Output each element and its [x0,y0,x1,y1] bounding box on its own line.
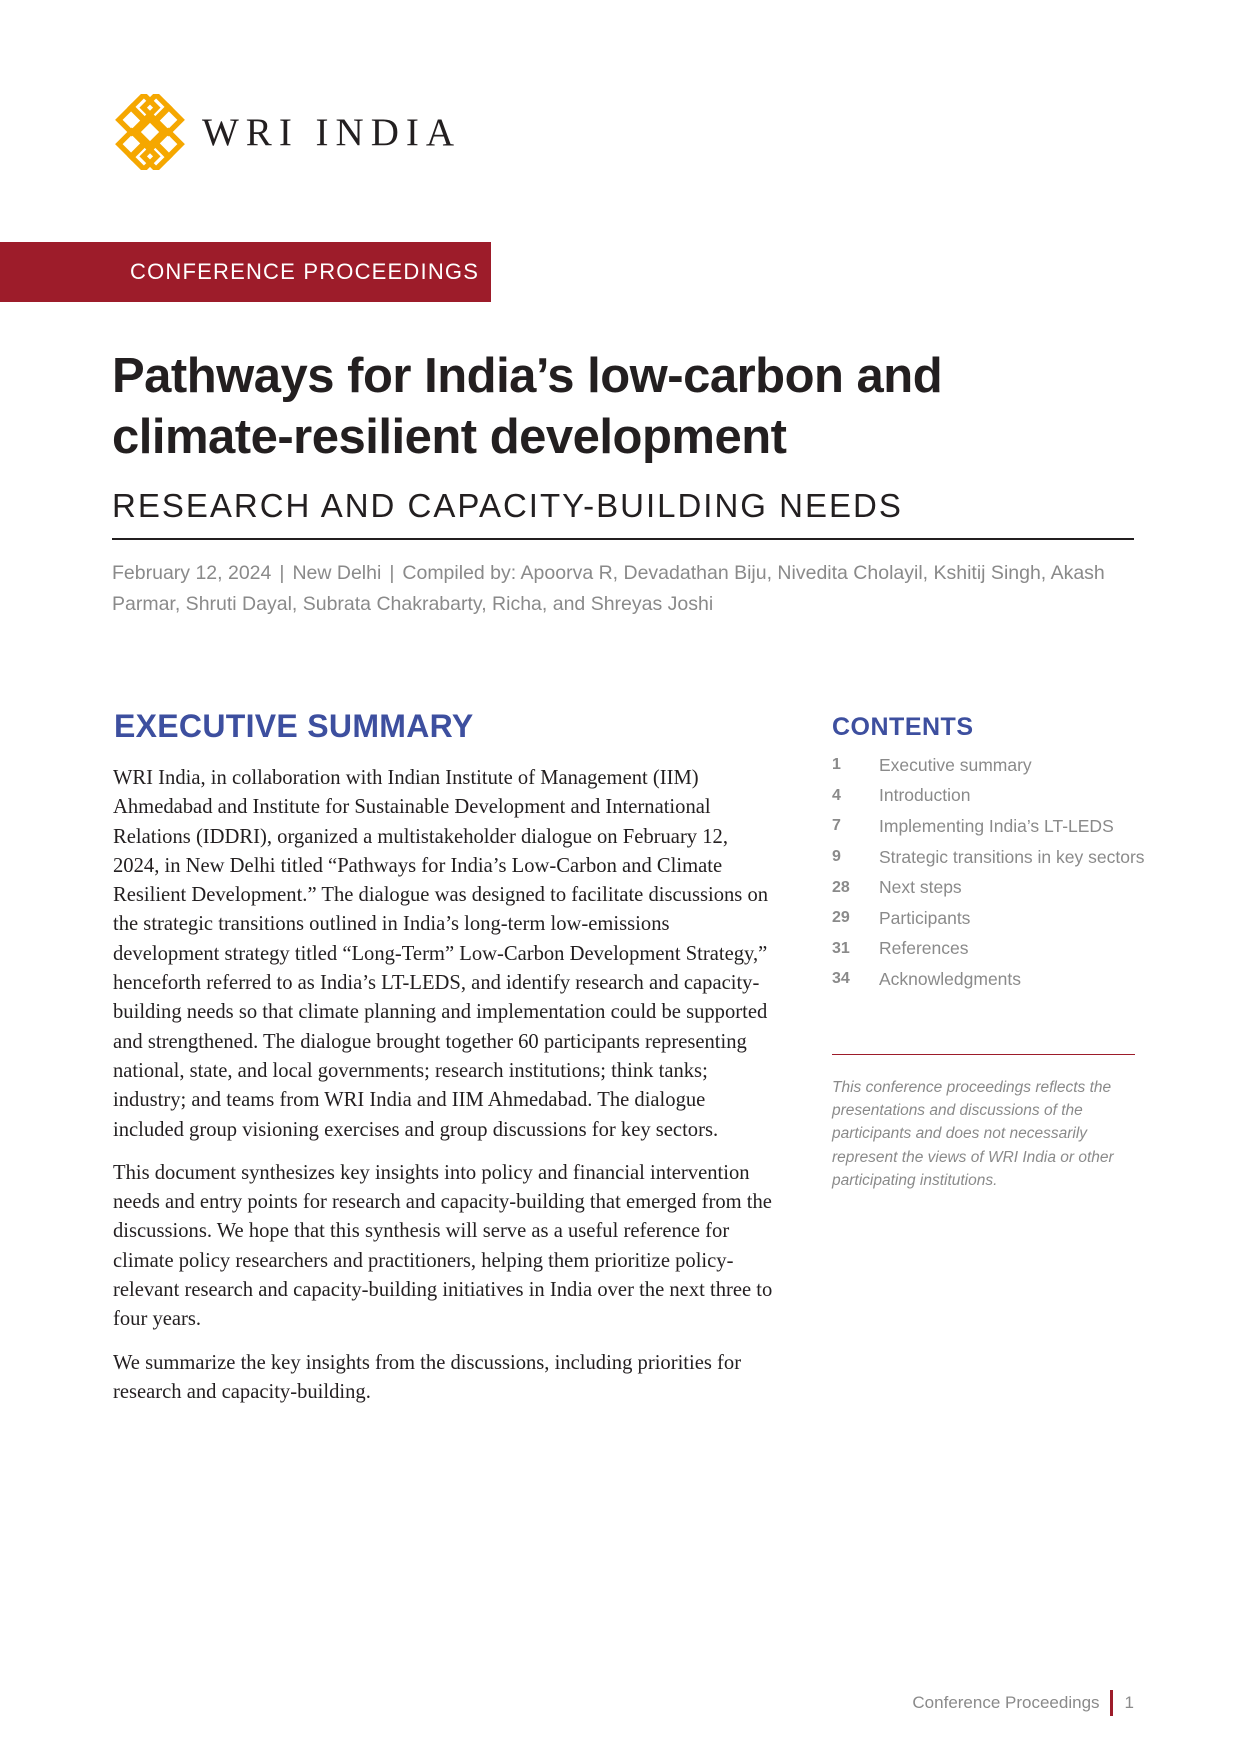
toc-item-acknowledgments[interactable] [832,964,1152,995]
meta-separator: | [389,562,395,584]
contents-heading: CONTENTS [832,713,974,741]
disclaimer-note: This conference proceedings reflects the presentations and discussions of the participants and does not necessarily represent the views of WRI India or other participating institutions. [832,1079,1114,1189]
meta-date: February 12, 2024 [112,562,272,584]
toc-page-number: 31 [832,939,850,957]
toc-page-number: 7 [832,817,841,835]
summary-paragraph: WRI India, in collaboration with Indian Institute of Management (IIM) Ahmedabad and Institute for Sustainable Development and International Relations (IDDRI), organized a multistakeholder dialogue on February 12, 2024, in New Delhi titled “Pathways for India’s Low-Carbon and Climate Resilient Development.” The dialogue was designed to facilitate discussions on the strategic transitions outlined in India’s long-term low-emissions development strategy titled “Long-Term” Low-Carbon Development Strategy,” henceforth referred to as India’s LT-LEDS, and identify research and capacity-building needs so that climate planning and implementation could be supported and strengthened. The dialogue brought together 60 participants representing national, state, and local governments; research institutions; think tanks; industry; and teams from WRI India and IIM Ahmedabad. The dialogue included group visioning exercises and group discussions for key sectors. [113,767,769,1141]
toc-item-references[interactable] [832,934,1152,965]
toc-item-introduction[interactable] [832,781,1152,812]
disclaimer-divider [832,1054,1135,1055]
toc-item-implementing-lt-leds[interactable] [832,811,1152,842]
summary-paragraph: This document synthesizes key insights into policy and financial intervention needs and entry points for research and capacity-building that emerged from the discussions. We hope that this synthesis will serve as a useful reference for climate policy researchers and practitioners, helping them prioritize policy-relevant research and capacity-building initiatives in India over the next three to four years. [113,1161,773,1331]
page-number: 1 [1124,1693,1134,1712]
document-title: Pathways for India’s low-carbon and climate-resilient development [112,349,943,464]
toc-page-number: 4 [832,786,841,804]
wri-india-logo [112,94,461,170]
toc-label: Executive summary [879,754,1032,775]
meta-location: New Delhi [292,562,382,584]
toc-label: Participants [879,907,971,928]
banner-label: CONFERENCE PROCEEDINGS [130,259,480,284]
footer-divider [1110,1690,1113,1716]
toc-item-participants[interactable] [832,903,1152,934]
toc-label: Strategic transitions in key sectors [879,846,1145,867]
footer-label: Conference Proceedings [912,1693,1100,1712]
toc-label: Introduction [879,785,971,806]
logo-wordmark: WRI INDIA [202,110,462,154]
toc-label: Acknowledgments [879,968,1022,989]
toc-label: References [879,938,969,959]
knot-pattern-icon [112,94,188,170]
executive-summary-body [113,764,778,1421]
title-divider [112,538,1134,540]
toc-page-number: 1 [832,756,841,774]
toc-item-next-steps[interactable] [832,872,1152,903]
document-type-banner [0,242,491,302]
meta-separator: | [279,562,285,584]
table-of-contents [832,750,1152,995]
toc-page-number: 28 [832,878,850,896]
toc-page-number: 29 [832,909,850,927]
toc-page-number: 9 [832,848,841,866]
toc-label: Next steps [879,877,962,898]
page-footer [912,1690,1134,1716]
toc-item-strategic-transitions[interactable] [832,842,1152,873]
executive-summary-heading: EXECUTIVE SUMMARY [114,708,474,744]
document-subtitle: RESEARCH AND CAPACITY-BUILDING NEEDS [112,487,903,524]
meta-compiled-by: Compiled by: Apoorva R, Devadathan Biju, Nivedita Cholayil, Kshitij Singh, Akash Parmar, Shruti Dayal, Subrata Chakrabarty, Richa, and Shreyas Joshi [112,562,1105,615]
summary-paragraph: We summarize the key insights from the discussions, including priorities for research and capacity-building. [113,1351,742,1403]
toc-label: Implementing India’s LT-LEDS [879,815,1114,836]
toc-page-number: 34 [832,970,850,988]
toc-item-executive-summary[interactable] [832,750,1152,781]
document-meta [112,558,1142,620]
